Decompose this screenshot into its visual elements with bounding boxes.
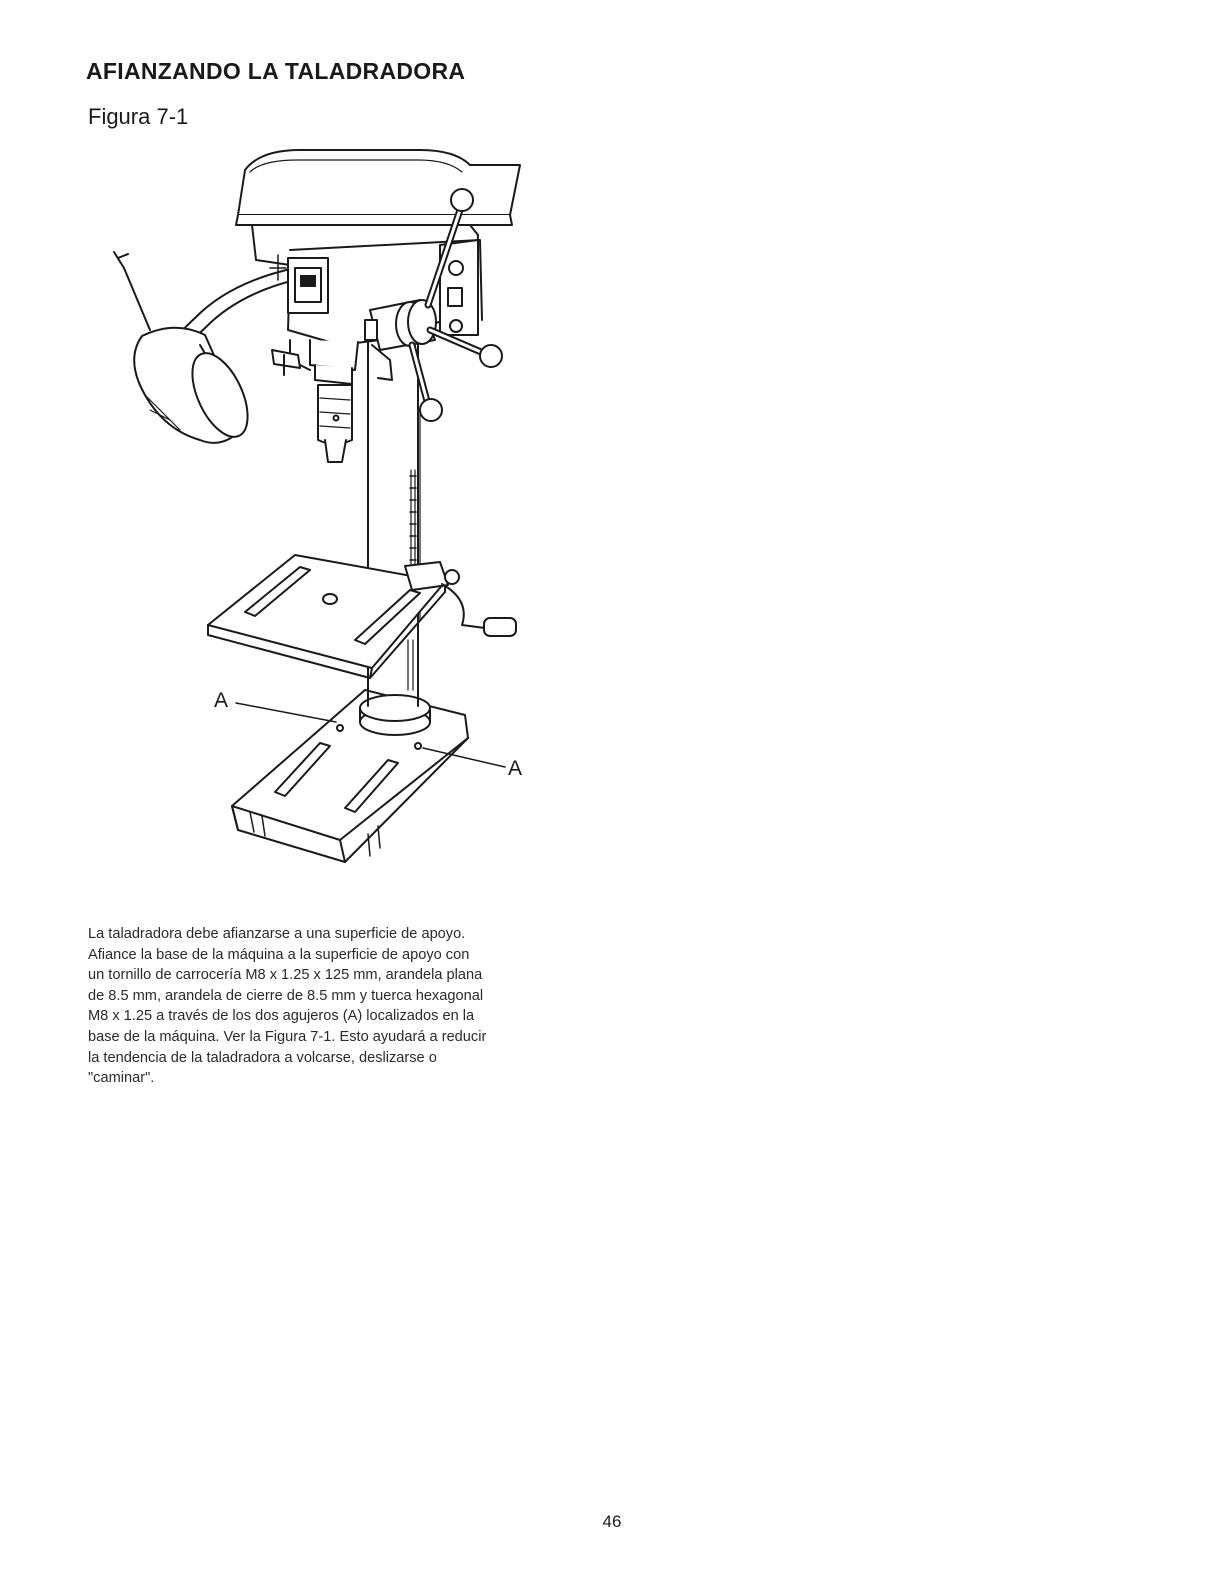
callout-label-a-left: A [214, 689, 229, 712]
figure-label: Figura 7-1 [88, 104, 189, 129]
body-line: la tendencia de la taladradora a volcarse, deslizarse o [88, 1049, 437, 1066]
body-line: Afiance la base de la máquina a la superficie de apoyo con [88, 946, 470, 963]
page-number: 46 [602, 1512, 622, 1531]
worktable-illustration [208, 555, 516, 678]
body-line: La taladradora debe afianzarse a una superficie de apoyo. [88, 926, 466, 942]
work-lamp-illustration [114, 252, 295, 445]
callout-label-a-right: A [508, 757, 523, 780]
body-line: de 8.5 mm, arandela de cierre de 8.5 mm y tuerca hexagonal [88, 987, 484, 1004]
base-illustration [232, 690, 468, 862]
body-line: M8 x 1.25 a través de los dos agujeros (A) localizados en la [88, 1008, 475, 1025]
chuck-illustration [315, 365, 352, 462]
body-line: un tornillo de carrocería M8 x 1.25 x 125 mm, arandela plana [88, 967, 483, 984]
body-line: base de la máquina. Ver la Figura 7-1. Esto ayudará a reducir [88, 1028, 487, 1045]
body-paragraph [88, 924, 598, 1089]
drill-press-figure [100, 145, 550, 880]
section-title: AFIANZANDO LA TALADRADORA [86, 58, 466, 84]
body-line: "caminar". [88, 1070, 155, 1087]
